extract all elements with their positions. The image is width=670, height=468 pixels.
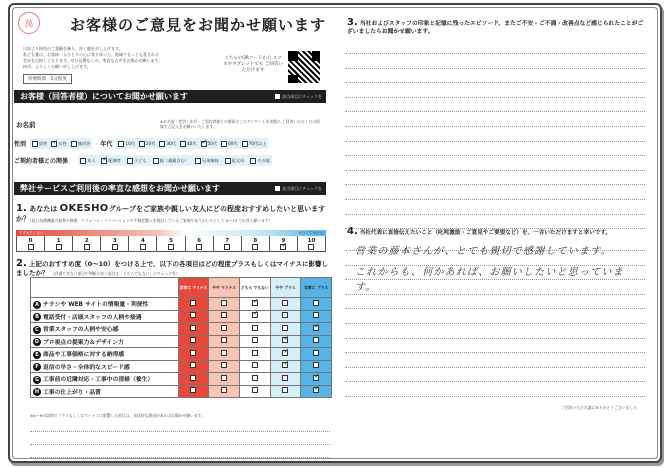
scale-right-label: ぜひすすめたい (298, 230, 323, 235)
rating-row (31, 310, 332, 323)
option-label: 20代 (145, 140, 156, 146)
rating-row (31, 298, 332, 311)
rating-cell[interactable] (209, 310, 240, 323)
q1-subtext: （仮に設備機器の取替や修理、リフォーム・リノベーションや不動産購入を検討しているご家族や友人がいたとして 0〜10 でお答え願います） (28, 218, 273, 223)
checkbox-checked[interactable] (280, 244, 286, 250)
relation-option[interactable] (225, 158, 245, 164)
rating-cell[interactable] (239, 310, 270, 323)
checkbox[interactable] (250, 158, 256, 164)
letter-badge-icon: G (34, 376, 40, 383)
checkbox[interactable] (190, 312, 196, 318)
checkbox[interactable] (252, 350, 258, 356)
letter-badge-icon: F (33, 363, 41, 371)
page-title: お客様のご意見をお聞かせ願います (70, 16, 327, 34)
checkbox-icon (275, 186, 280, 191)
right-column (345, 8, 645, 458)
letter-badge-icon: A (33, 301, 41, 309)
rating-row (31, 335, 332, 348)
duration-badge: 所要時間 5分程度 (23, 74, 72, 84)
rating-cell[interactable] (178, 360, 209, 373)
rating-row (31, 385, 332, 398)
rating-cell[interactable] (209, 335, 240, 348)
letter-badge-icon: D (34, 339, 40, 345)
question-number: 1. (16, 203, 27, 214)
checkbox-checked[interactable] (313, 387, 319, 393)
relation-option[interactable] (195, 158, 219, 164)
option-label: 60代 (228, 140, 238, 146)
rating-row (31, 323, 332, 336)
scale-number: 10 (307, 237, 316, 244)
option-label: 50代 (207, 140, 218, 146)
rating-cell[interactable] (178, 323, 209, 336)
checkbox[interactable] (313, 350, 319, 356)
rating-row (31, 348, 332, 361)
scale-number: 1 (56, 237, 61, 244)
checkbox[interactable] (127, 158, 133, 164)
rating-cell[interactable] (178, 335, 209, 348)
rating-cell[interactable] (301, 335, 332, 348)
left-column (10, 8, 328, 458)
checkbox[interactable] (221, 312, 227, 318)
rating-item-label (31, 298, 179, 311)
checkbox[interactable] (282, 325, 288, 331)
checkbox-checked[interactable] (313, 375, 319, 381)
age-options (116, 138, 268, 149)
answer-line[interactable] (345, 82, 645, 83)
rating-cell[interactable] (178, 385, 209, 398)
option-label: 70代以上 (248, 140, 267, 146)
scale-option-3[interactable] (101, 236, 129, 251)
answer-line[interactable] (345, 184, 645, 185)
col-strong-minus: 非常に マイナス (178, 278, 209, 298)
q3-text: 当社およびスタッフの印象と記憶に残ったエピソード、またご不安・ご不満・改善点など感じられたことがございましたらお聞かせ願います。 (347, 21, 644, 35)
letter-badge-icon: H (34, 389, 40, 395)
checkbox[interactable] (313, 300, 319, 306)
col-strong-plus: 非常に プラス (301, 278, 332, 298)
rating-item-label (31, 323, 179, 336)
rating-cell[interactable] (301, 360, 332, 373)
checkbox[interactable] (221, 325, 227, 331)
rating-item-label (31, 385, 179, 398)
answer-line[interactable] (345, 97, 645, 98)
option-label: 無回答 (77, 140, 91, 146)
thanks-text: ご回答いただき誠にありがとうございました (561, 405, 637, 410)
checkbox-checked[interactable] (252, 300, 258, 306)
option-label: 30代 (166, 140, 176, 146)
scale-option-5[interactable] (157, 236, 185, 251)
rating-cell[interactable] (178, 298, 209, 311)
age-option[interactable] (201, 141, 218, 147)
rating-header-blank (31, 278, 179, 298)
item-text: 営業スタッフの人柄や安心感 (43, 327, 119, 333)
rating-cell[interactable] (270, 385, 301, 398)
scale-option-9[interactable] (270, 236, 298, 251)
checkbox[interactable] (221, 362, 227, 368)
checkbox-icon (275, 94, 280, 99)
rating-cell[interactable] (209, 373, 240, 386)
item-text: 商品や工事価格に対する納得感 (43, 352, 125, 358)
scale-option-8[interactable] (242, 236, 270, 251)
age-option[interactable] (242, 141, 267, 147)
q1-post: グループをご家族や親しい友人にどの程度おすすめしたいと思いますか？ (16, 205, 326, 223)
checkbox[interactable] (221, 337, 227, 343)
option-label: 40代 (186, 140, 197, 146)
option-label: 女性 (58, 140, 67, 146)
answer-line[interactable] (345, 396, 645, 397)
answer-line[interactable] (345, 214, 645, 215)
scale-number: 8 (253, 237, 258, 244)
col-plus: やや プラス (270, 278, 301, 298)
scale-number: 3 (112, 237, 117, 244)
checkbox[interactable] (84, 244, 90, 250)
checkbox[interactable] (118, 141, 124, 147)
checkbox-checked[interactable] (51, 141, 57, 147)
checkbox[interactable] (159, 141, 165, 147)
rating-cell[interactable] (301, 298, 332, 311)
rating-cell[interactable] (270, 348, 301, 361)
relation-option[interactable] (127, 158, 147, 164)
item-text: 工事の仕上がり・品質 (43, 389, 101, 396)
answer-line[interactable] (30, 444, 330, 445)
option-label: 本人 (87, 157, 96, 163)
scale-option-6[interactable] (186, 236, 214, 251)
item-text: 電話受付・店頭スタッフの人柄や接遇 (43, 314, 142, 321)
scale-number: 2 (84, 237, 89, 244)
rating-cell[interactable] (178, 310, 209, 323)
age-option[interactable] (159, 141, 176, 147)
intro-text (23, 46, 223, 70)
scale-option-1[interactable] (45, 236, 73, 251)
rating-cell[interactable] (239, 373, 270, 386)
checkbox-checked[interactable] (252, 312, 258, 318)
question-number: 4. (347, 226, 358, 237)
checkbox[interactable] (282, 300, 288, 306)
checkbox[interactable] (180, 141, 186, 147)
scale-option-2[interactable] (73, 236, 101, 251)
answer-line[interactable] (345, 155, 645, 156)
gender-label: 性別 (14, 141, 27, 148)
gender-age-row (14, 138, 268, 149)
customer-section-header (14, 90, 326, 103)
scale-number: 4 (141, 237, 145, 244)
checkbox[interactable] (190, 337, 196, 343)
service-section-header (14, 182, 326, 195)
recommend-scale (16, 230, 326, 252)
name-label: お名前 (16, 121, 36, 129)
rating-cell[interactable] (301, 323, 332, 336)
handwritten-answer-line-2: これからも、何かあれば、お願いしたいと思っています。 (355, 267, 624, 293)
checkbox[interactable] (139, 141, 145, 147)
rating-cell[interactable] (209, 348, 240, 361)
answer-line[interactable] (345, 199, 645, 200)
section-title: 弊社サービスご利用後の率直な感想をお聞かせ願います (20, 184, 220, 193)
answer-line[interactable] (345, 170, 645, 171)
checkbox[interactable] (221, 375, 227, 381)
relation-option[interactable] (80, 158, 95, 164)
checkbox[interactable] (221, 387, 227, 393)
intro-line: 会社を目指しております。ぜひ忌憚なしの、率直なお声をお聞かせ願います。 (23, 58, 163, 63)
q2-subtext: （評価できない項目や判断に迷う項目は「どちらでもない」にチェックを） (50, 271, 180, 276)
checkbox[interactable] (252, 375, 258, 381)
question-number: 3. (347, 17, 358, 28)
rating-cell[interactable] (209, 385, 240, 398)
brand-name: OKESHO (59, 203, 109, 214)
scale-option-7[interactable] (214, 236, 242, 251)
option-label: 親（義親含む） (159, 157, 189, 163)
intro-line: 日頃より格別のご愛顧を賜り、厚く御礼申し上げます。 (23, 46, 123, 51)
scale-number: 6 (197, 237, 202, 244)
rating-item-label (31, 348, 179, 361)
checkbox[interactable] (313, 337, 319, 343)
rating-cell[interactable] (239, 360, 270, 373)
rating-cell[interactable] (209, 323, 240, 336)
gender-option-none[interactable] (71, 141, 91, 147)
checkbox[interactable] (252, 337, 258, 343)
answer-line[interactable] (30, 457, 330, 458)
checkbox[interactable] (225, 158, 231, 164)
rating-cell[interactable] (209, 298, 240, 311)
scale-option-0[interactable] (17, 236, 45, 251)
question-number: 2. (16, 258, 27, 269)
check-hint (275, 186, 322, 192)
checkbox[interactable] (28, 244, 34, 250)
qr-instructions: こちらのQRコードから スマホやタブレットでも ご回答いただけます (223, 56, 283, 73)
check-hint (275, 94, 322, 100)
checkbox[interactable] (140, 244, 146, 250)
gender-option-female[interactable] (51, 141, 66, 147)
rating-item-label (31, 373, 179, 386)
rating-cell[interactable] (178, 348, 209, 361)
option-label: 10代 (125, 140, 135, 146)
scale-number: 5 (169, 237, 173, 244)
checkbox[interactable] (112, 244, 118, 250)
answer-line[interactable] (30, 431, 330, 432)
checkbox[interactable] (80, 158, 86, 164)
checkbox[interactable] (190, 350, 196, 356)
checkbox[interactable] (252, 325, 258, 331)
rating-cell[interactable] (270, 310, 301, 323)
option-label: 子ども (133, 157, 147, 163)
q1-pre: あなたは (29, 205, 58, 213)
answer-line[interactable] (345, 308, 645, 309)
scale-number: 7 (225, 237, 230, 244)
relation-option[interactable] (101, 158, 121, 164)
rating-row (31, 360, 332, 373)
checkbox[interactable] (71, 141, 77, 147)
checkbox[interactable] (190, 387, 196, 393)
rating-cell[interactable] (270, 335, 301, 348)
checkbox-checked[interactable] (282, 362, 288, 368)
age-option[interactable] (221, 141, 238, 147)
item-text: 工事前の近隣対応・工事中の清掃（養生） (43, 377, 154, 383)
answer-line[interactable] (345, 141, 645, 142)
name-note: ※お名前・性別・年代・ご契約者様との関係はこのアンケートを実際に ご回答いただく方の情報でご記入をお願いいたします。 (160, 119, 320, 129)
relation-row (14, 155, 272, 166)
answer-line[interactable] (345, 111, 645, 112)
checkbox[interactable] (252, 362, 258, 368)
col-neutral: どちら でもない (239, 278, 270, 298)
checkbox[interactable] (224, 244, 230, 250)
rating-item-label (31, 310, 179, 323)
checkbox[interactable] (190, 300, 196, 306)
option-label: 配偶者 (108, 157, 121, 163)
rating-cell[interactable] (270, 298, 301, 311)
item-text: プロ視点の提案力＆デザイン力 (43, 339, 124, 346)
scale-left-label: すすめたくない (19, 230, 44, 235)
rating-cell[interactable] (209, 360, 240, 373)
q4-text: 当社代表に直接伝えたいこと（叱咤激励・ご意見やご要望など）を、一言いただけますと幸いです。 (359, 230, 611, 236)
checkbox[interactable] (242, 141, 248, 147)
scale-number: 0 (28, 237, 33, 244)
checkbox-checked[interactable] (282, 350, 288, 356)
answer-line[interactable] (345, 68, 645, 69)
q3-heading (347, 19, 647, 36)
checkbox[interactable] (195, 158, 201, 164)
checkbox[interactable] (313, 362, 319, 368)
checkbox-checked[interactable] (101, 158, 107, 164)
rating-cell[interactable] (239, 298, 270, 311)
qr-code-icon[interactable] (287, 50, 321, 84)
answer-line[interactable] (345, 367, 645, 368)
intro-line: 私ども雅は、お客様一人ひとりの心に寄り添った、地域でもっとも愛される (23, 52, 159, 57)
rating-cell[interactable] (178, 373, 209, 386)
rating-cell[interactable] (270, 323, 301, 336)
checkbox[interactable] (190, 362, 196, 368)
rating-cell[interactable] (239, 348, 270, 361)
checkbox-checked[interactable] (313, 325, 319, 331)
option-label: 男性 (39, 140, 48, 146)
relation-options (78, 155, 272, 166)
rating-cell[interactable] (301, 373, 332, 386)
rating-cell[interactable] (301, 310, 332, 323)
checkbox[interactable] (313, 312, 319, 318)
item-text: チラシや WEB サイトの情報量・利便性 (43, 302, 149, 308)
checkbox[interactable] (221, 300, 227, 306)
checkbox[interactable] (32, 141, 38, 147)
checkbox-checked[interactable] (201, 141, 207, 147)
checkbox[interactable] (252, 387, 258, 393)
checkbox[interactable] (308, 244, 314, 250)
section-title: お客様（回答者様）についてお聞かせ願います (20, 92, 188, 101)
rating-cell[interactable] (239, 323, 270, 336)
col-minus: やや マイナス (209, 278, 240, 298)
checkbox[interactable] (282, 375, 288, 381)
age-label: 年代 (100, 141, 113, 148)
hint-text: 該当項目にチェックを (282, 93, 322, 99)
rating-cell[interactable] (239, 385, 270, 398)
checkbox[interactable] (196, 244, 202, 250)
rating-cell[interactable] (239, 335, 270, 348)
rating-cell[interactable] (270, 360, 301, 373)
rating-header-row (31, 278, 332, 298)
checkbox[interactable] (168, 244, 174, 250)
relation-option[interactable] (250, 158, 270, 164)
scale-option-4[interactable] (129, 236, 157, 251)
stamp-logo-icon: 萬 (18, 12, 40, 34)
relation-option[interactable] (153, 158, 189, 164)
rating-row (31, 373, 332, 386)
letter-badge-icon: B (33, 313, 41, 321)
checkbox[interactable] (221, 141, 227, 147)
answer-line[interactable] (345, 53, 645, 54)
checkbox-checked[interactable] (282, 337, 288, 343)
checkbox[interactable] (56, 244, 62, 250)
checkbox[interactable] (252, 244, 258, 250)
q2-heading (16, 259, 328, 278)
answer-line[interactable] (345, 323, 645, 324)
q4-heading (347, 226, 611, 237)
gender-option-male[interactable] (32, 141, 47, 147)
age-option[interactable] (180, 141, 197, 147)
age-option[interactable] (118, 141, 135, 147)
item-text: 返信の早さ・全体的なスピード感 (43, 364, 130, 371)
rating-table (30, 277, 332, 398)
answer-line[interactable] (345, 294, 645, 295)
checkbox[interactable] (190, 375, 196, 381)
q2-footnote: ※A〜Hの設問でプラスもしくはマイナスに影響した項目は、具体的な理由があればお聞かせ願います。 (30, 413, 206, 418)
answer-line[interactable] (345, 126, 645, 127)
scale-cells (16, 236, 326, 252)
checkbox[interactable] (221, 350, 227, 356)
intro-line: 何卒、よろしくお願い申し上げます。 (23, 64, 91, 69)
checkbox[interactable] (153, 158, 159, 164)
checkbox[interactable] (282, 387, 288, 393)
letter-badge-icon: C (33, 326, 41, 334)
scale-option-10[interactable] (298, 236, 325, 251)
answer-line[interactable] (345, 381, 645, 382)
hint-text: 該当項目にチェックを (282, 185, 322, 191)
rating-item-label (31, 335, 179, 348)
rating-item-label (31, 360, 179, 373)
gender-options (30, 138, 92, 149)
option-label: その他 (257, 157, 270, 163)
answer-line[interactable] (345, 352, 645, 353)
rating-cell[interactable] (270, 373, 301, 386)
relation-label: ご契約者様との関係 (14, 158, 69, 165)
handwritten-answer-line-1: 営業の藤本さんが、とても親切で感謝しています。 (355, 246, 612, 257)
checkbox[interactable] (282, 312, 288, 318)
rating-cell[interactable] (301, 385, 332, 398)
rating-cell[interactable] (301, 348, 332, 361)
option-label: 祖父母 (231, 157, 245, 163)
option-label: 兄弟姉妹 (201, 157, 219, 163)
letter-badge-icon: E (33, 351, 41, 359)
answer-line[interactable] (345, 338, 645, 339)
q2-text: 上記のおすすめ度（0〜10）をつける上で、以下の各項目はどの程度プラスもしくはマイナスに影響しましたか？ (16, 260, 328, 277)
checkbox[interactable] (190, 325, 196, 331)
age-option[interactable] (139, 141, 156, 147)
